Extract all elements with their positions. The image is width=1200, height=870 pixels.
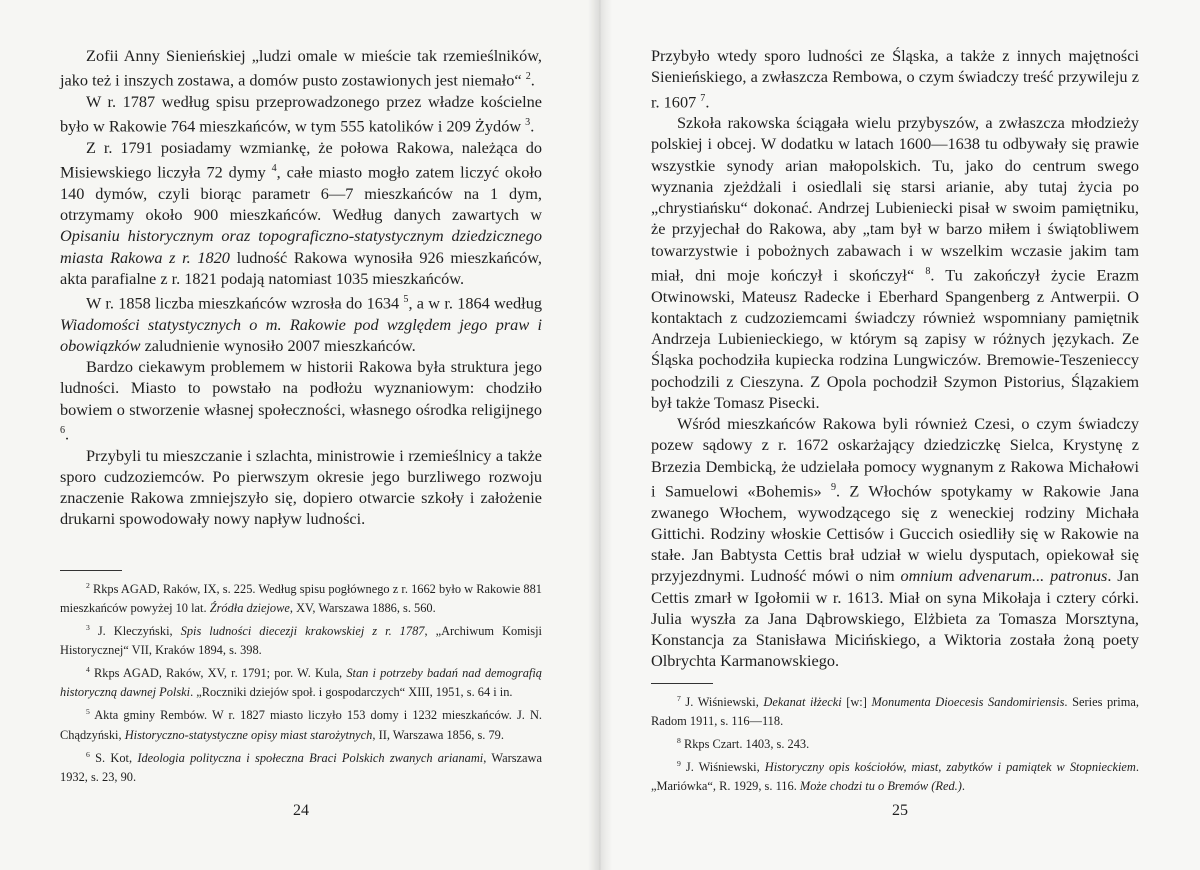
text-run: , a w r. 1864 według [408,293,542,313]
text-run: , Warszawa 1932, s. 23, 90. [60,750,542,784]
text-run: zaludnienie wynosiło 2007 mieszkańców. [140,335,416,355]
footnote-separator-rule [651,683,713,684]
text-run: Przybyli tu mieszczanie i szlachta, ministrowie i rzemieślnicy a także sporo cudzoziemców. Po pierwszym okresie jego burzliwego rozwoju znaczenie Rakowa zmniejszyło się, dopiero otwarcie szkoły i założenie drukarni spowodowały nowy napływ ludności. [60,445,542,529]
italic-text: Historyczny opis kościołów, miast, zabytków i pamiątek w Stopnieckiem [764,760,1136,775]
paragraph [651,413,1139,671]
footnote [60,660,542,702]
italic-text: Dekanat iłżecki [763,695,842,710]
text-run: Rkps AGAD, Raków, IX, s. 225. Według spisu pogłównego z r. 1662 było w Rakowie 881 mieszkańców powyżej 10 lat. [60,582,542,616]
paragraph [60,356,542,444]
text-run: . [65,424,70,444]
footnote-marker: 5 [86,707,90,717]
footnote-marker: 5 [403,294,409,306]
text-run: Wśród mieszkańców Rakowa byli również Czesi, o czym świadczy pozew sądowy z r. 1672 oskarżający dziedziczkę Sielca, Krystynę z Brzezia Dembicką, że udzielała pomocy wygnanym z Rakowa Michałowi i Samuelowi «Bohemis» [651,414,1139,501]
text-run: , „Archiwum Komisji Historycznej“ VII, Kraków 1894, s. 398. [60,624,542,658]
paragraph [60,91,542,137]
text-run: , II, Warszawa 1856, s. 79. [372,727,504,742]
italic-text: Źródła dziejowe [209,601,290,616]
paragraph [60,445,542,530]
text-run: . Z Włochów spotykamy w Rakowie Jana zwanego Włochem, wywodzącego się z weneckiej rodziny Michała Gittichi. Rodziny włoskie Cettisów i Guccich osiedliły się w Rakowie na stałe. Jan Babtysta Cettis brał udział w wielu dysputach, opiekował się przyjezdnymi. Ludność mówi o nim [651,481,1139,586]
italic-text: Ideologia polityczna i społeczna Braci Polskich zwanych arianami [137,750,484,765]
footnote-marker: 4 [271,163,277,175]
text-run: Akta gminy Rembów. W r. 1827 miasto liczyło 153 domy i 1232 mieszkańców. J. N. Chądzyński, [60,708,542,742]
italic-text: Historyczno-statystyczne opisy miast starożytnych [124,727,373,742]
footnote-separator-rule [60,570,122,571]
text-run: , całe miasto mogło zatem liczyć około 140 dymów, czyli biorąc parametr 6—7 mieszkańców na 1 dym, otrzymamy około 900 mieszkańców. Według danych zawartych w [60,162,543,225]
paragraph [60,289,542,356]
text-run: . „Mariówka“, R. 1929, s. 116. [651,760,1139,794]
footnote-marker: 3 [525,117,531,129]
paragraph [651,45,1139,112]
footnote-marker: 2 [525,71,531,83]
footnote [60,702,542,744]
page-number: 25 [892,802,908,819]
text-run: J. Kleczyński, [89,624,181,639]
text-run: . „Roczniki dziejów społ. i gospodarczych“ XIII, 1951, s. 64 i in. [190,685,513,700]
text-run: Zofii Anny Sienieńskiej „ludzi omale w mieście tak rzemieślników, jako też i inszych zostawa, a domów pusto zostawionych jest niemało“ [60,46,542,90]
footnote-marker: 7 [677,694,681,703]
footnote [60,576,542,618]
text-run: W r. 1858 liczba mieszkańców wzrosła do 1634 [86,293,404,313]
text-run: Przybyło wtedy sporo ludności ze Śląska, a także z innych majętności Sienieńskiego, a zwłaszcza Rembowa, o czym świadczy treść przywileju z r. 1607 [651,46,1139,111]
right-page [600,0,1200,870]
italic-text: Wiadomości statystycznych o m. Rakowie pod względem jego praw i obowiązków [60,314,542,355]
text-run: . [705,91,710,111]
page-number: 24 [293,802,309,819]
footnote [60,618,542,660]
footnote-marker: 8 [925,265,931,277]
paragraph [60,137,542,289]
right-page-footnotes [651,689,1139,796]
italic-text: Opisaniu historycznym oraz topograficzno-statystycznym dziedzicznego miasta Rakowa z r. 1820 [60,226,542,267]
text-run: J. Wiśniewski, [680,695,764,710]
italic-text: Stan i potrzeby badań nad demografią historyczną dawnej Polski [60,666,542,700]
left-page-footnotes [60,576,542,787]
text-run: Szkoła rakowska ściągała wielu przybyszów, a zwłaszcza młodzieży polskiej i obcej. W dodatku w latach 1600—1638 tu odbywały się prawie wszystkie synody arian małopolskich. Tu, jako do centrum swego wyznania zjeżdżali i osiedlali się starsi arianie, aby tutaj życia po „chrystiańsku“ dokonać. Andrzej Lubieniecki pisał w swoim pamiętniku, że przyjechał do Rakowa, aby „tam był w barzo miłem i świątobliwem towarzystwie i pobożnych zabawach i w wszelkim wczasie jakim tam miał, dni moje kończył i skończył“ [651,113,1139,285]
left-page-body-text [60,45,542,530]
text-run: . [530,70,535,90]
paragraph [651,112,1139,413]
text-run: J. Wiśniewski, [680,760,765,775]
text-run: Rkps AGAD, Raków, XV, r. 1791; por. W. Kula, [89,666,347,681]
footnote-marker: 9 [830,481,836,493]
right-page-body-text [651,45,1139,672]
italic-text: Może chodzi tu o Bremów (Red.) [799,779,962,794]
italic-text: Spis ludności diecezji krakowskiej z r. 1787 [180,624,425,639]
text-run: [w:] [841,695,872,710]
text-run: ludność Rakowa wynosiła 926 mieszkańców, akta parafialne z r. 1821 podają natomiast 1035 mieszkańców. [60,247,543,288]
footnote-marker: 7 [700,92,706,104]
footnote [651,689,1139,731]
footnote [60,745,542,787]
text-run: Bardzo ciekawym problemem w historii Rakowa była struktura jego ludności. Miasto to powstało na podłożu wyznaniowym: chodziło bowiem o stworzenie własnej społeczności, własnego ośrodka religijnego [60,357,542,419]
text-run: . [961,779,965,794]
text-run: . Tu zakończył życie Erazm Otwinowski, Mateusz Radecke i Eberhard Spangenberg z Antwerpii. O kontaktach z cudzoziemcami świadczy również wspomniany pamiętnik Andrzeja Lubienieckiego, w którym są zapisy w różnych językach. Ze Śląska pochodziła kupiecka rodzina Lungwiczów. Bremowie-Teszenieccy pochodzili z Cieszyna. Z Opola pochodził Szymon Pistorius, Ślązakiem był także Tomasz Pisecki. [651,265,1140,412]
footnote-marker: 8 [677,736,681,746]
text-run: . Series prima, Radom 1911, s. 116—118. [651,695,1139,729]
text-run: Rkps Czart. 1403, s. 243. [680,737,810,752]
text-run: , XV, Warszawa 1886, s. 560. [289,601,436,616]
text-run: . [530,116,535,136]
footnote [651,731,1139,754]
footnote-marker: 4 [86,665,90,675]
footnote-marker: 6 [60,424,66,436]
italic-text: omnium advenarum... patronus [900,566,1108,586]
italic-text: Monumenta Dioecesis Sandomiriensis [871,695,1065,710]
text-run: W r. 1787 według spisu przeprowadzonego przez władze kościelne było w Rakowie 764 mieszkańców, w tym 555 katolików i 209 Żydów [60,91,542,136]
paragraph [60,45,542,91]
footnote-marker: 3 [86,623,90,633]
footnote [651,754,1139,796]
footnote-marker: 9 [677,759,681,769]
text-run: S. Kot, [89,750,138,765]
footnote-marker: 6 [86,749,90,759]
text-run: . Jan Cettis zmarł w Igołomii w r. 1613. Miał on syna Mikołaja i cztery córki. Julia wyszła za Jana Dąbrowskiego, Elżbieta za Tomasza Morsztyna, Konstancja za Stanisława Micińskiego, a Wiktoria została żoną poety Olbrychta Karmanowskiego. [651,566,1140,671]
text-run: Z r. 1791 posiadamy wzmiankę, że połowa Rakowa, należąca do Misiewskiego liczyła 72 dymy [60,137,542,182]
footnote-marker: 2 [86,581,90,590]
